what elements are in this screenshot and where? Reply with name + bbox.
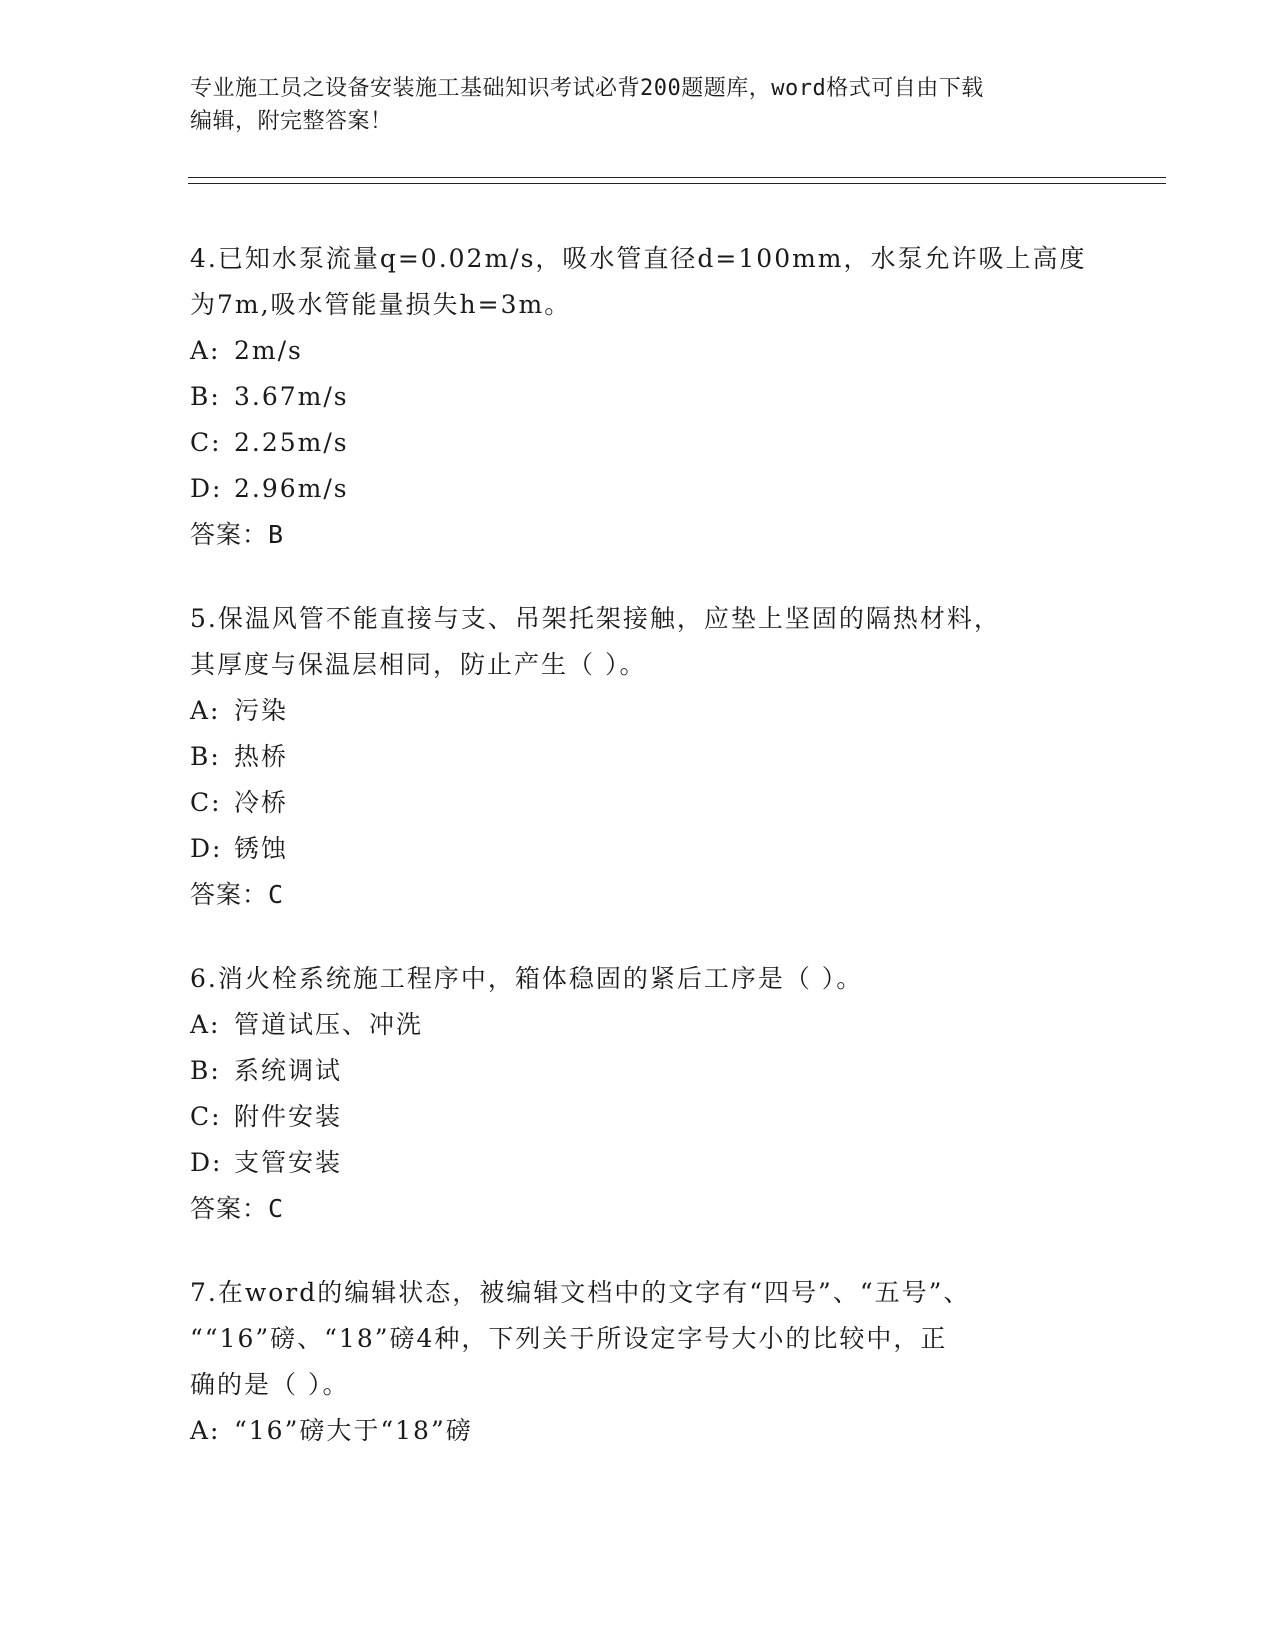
question-line: 4.已知水泵流量q=0.02m/s，吸水管直径d=100mm，水泵允许吸上高度: [190, 244, 1087, 273]
question-line: 确的是（ ）。: [190, 1370, 350, 1399]
option-a: [190, 688, 1130, 734]
option-b: [190, 374, 1130, 420]
option-text: 污染: [234, 696, 289, 725]
option-text: 2.96m/s: [234, 474, 349, 503]
option-letter: C:: [190, 788, 222, 817]
option-letter: D:: [190, 834, 223, 863]
document-header: [190, 72, 1090, 138]
option-text: 锈蚀: [234, 834, 289, 863]
option-letter: D:: [190, 1148, 223, 1177]
option-text: 3.67m/s: [234, 382, 349, 411]
question-4: [190, 236, 1130, 558]
option-c: [190, 780, 1130, 826]
option-letter: C:: [190, 428, 222, 457]
question-7: [190, 1270, 1130, 1454]
header-divider-top: [188, 177, 1166, 178]
option-b: [190, 1048, 1130, 1094]
header-title-line-2: 编辑，附完整答案！: [190, 109, 393, 134]
option-letter: B:: [190, 382, 221, 411]
option-letter: C:: [190, 1102, 222, 1131]
option-text: 附件安装: [234, 1102, 343, 1131]
question-list: [190, 236, 1130, 1492]
question-line: 6.消火栓系统施工程序中，箱体稳固的紧后工序是（ ）。: [190, 964, 864, 993]
option-text: 热桥: [234, 742, 289, 771]
question-text: [190, 236, 1130, 328]
option-letter: A:: [190, 336, 221, 365]
option-letter: B:: [190, 1056, 221, 1085]
question-text: [190, 956, 1130, 1002]
option-d: [190, 466, 1130, 512]
answer-line: 答案：B: [190, 520, 285, 549]
question-6: [190, 956, 1130, 1232]
option-letter: B:: [190, 742, 221, 771]
question-text: [190, 1270, 1130, 1408]
option-text: 支管安装: [234, 1148, 343, 1177]
question-line: 5.保温风管不能直接与支、吊架托架接触，应垫上坚固的隔热材料，: [190, 604, 1001, 633]
option-d: [190, 1140, 1130, 1186]
option-text: “16”磅大于“18”磅: [234, 1416, 473, 1445]
answer-line: 答案：C: [190, 880, 285, 909]
option-b: [190, 734, 1130, 780]
answer-line: 答案：C: [190, 1194, 285, 1223]
option-c: [190, 420, 1130, 466]
option-text: 冷桥: [234, 788, 289, 817]
option-letter: D:: [190, 474, 223, 503]
option-letter: A:: [190, 1010, 221, 1039]
option-letter: A:: [190, 1416, 221, 1445]
option-text: 系统调试: [234, 1056, 343, 1085]
option-a: [190, 328, 1130, 374]
option-text: 2m/s: [234, 336, 303, 365]
question-line: 为7m,吸水管能量损失h=3m。: [190, 290, 572, 319]
question-line: ““16”磅、“18”磅4种，下列关于所设定字号大小的比较中，正: [190, 1324, 948, 1353]
option-a: [190, 1002, 1130, 1048]
option-a: [190, 1408, 1130, 1454]
option-text: 2.25m/s: [234, 428, 349, 457]
option-c: [190, 1094, 1130, 1140]
question-line: 7.在word的编辑状态，被编辑文档中的文字有“四号”、“五号”、: [190, 1278, 971, 1307]
question-text: [190, 596, 1130, 688]
header-title-line-1: 专业施工员之设备安装施工基础知识考试必背200题题库，word格式可自由下载: [190, 76, 984, 101]
option-text: 管道试压、冲洗: [234, 1010, 424, 1039]
header-divider-bottom: [188, 183, 1166, 184]
question-5: [190, 596, 1130, 918]
option-d: [190, 826, 1130, 872]
question-line: 其厚度与保温层相同，防止产生（ ）。: [190, 650, 647, 679]
option-letter: A:: [190, 696, 221, 725]
